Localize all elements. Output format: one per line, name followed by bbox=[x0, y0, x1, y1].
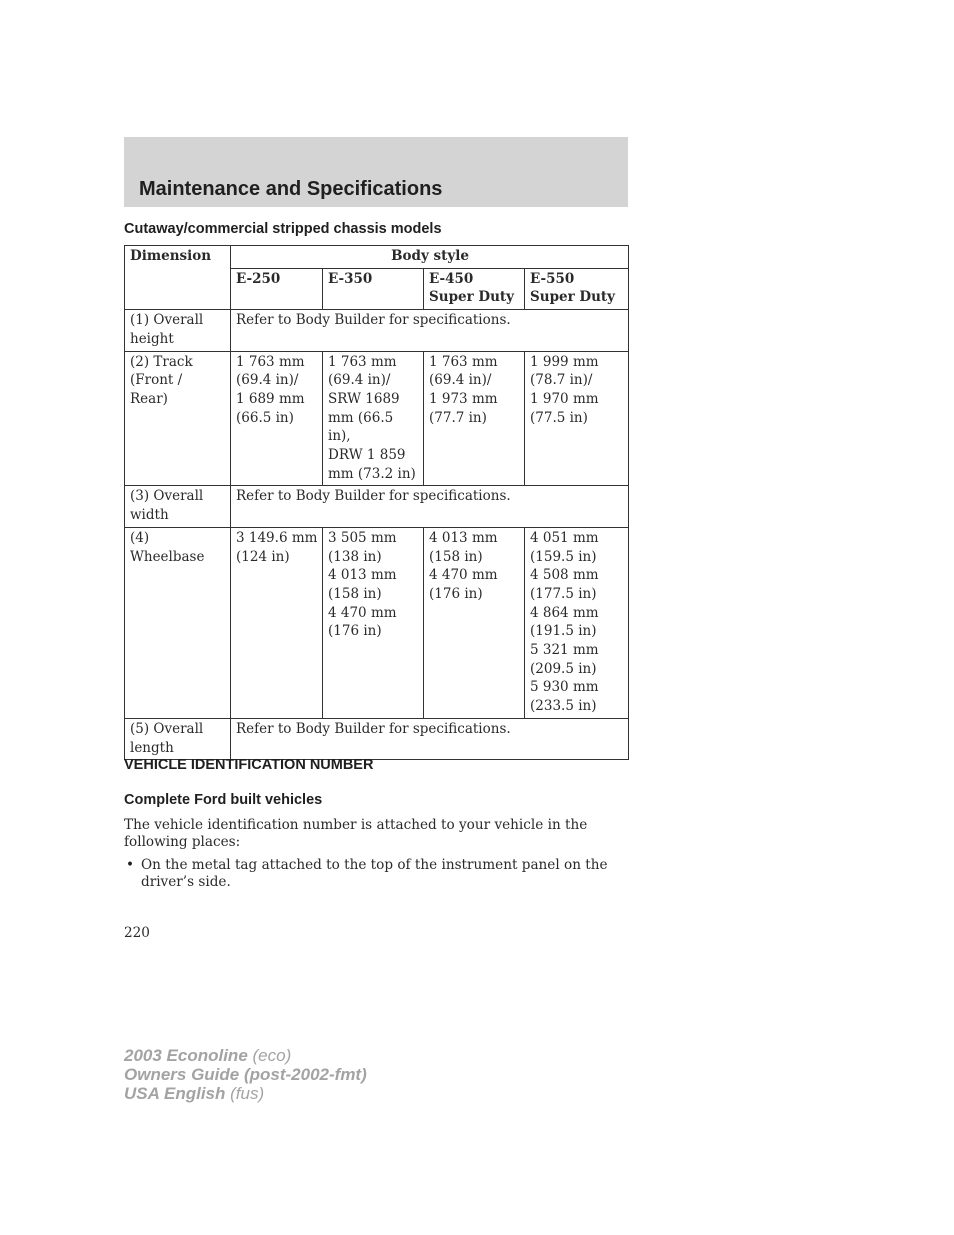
dimension-cell: (2) Track (Front / Rear) bbox=[125, 351, 231, 486]
spec-cell: 4 051 mm (159.5 in) 4 508 mm (177.5 in) 4 864 mm (191.5 in) 5 321 mm (209.5 in) 5 930 mm (233.5 in) bbox=[525, 527, 629, 718]
dimension-cell: (5) Overall length bbox=[125, 718, 231, 759]
model-header-e350: E-350 bbox=[323, 268, 424, 309]
table-header-row bbox=[125, 246, 629, 269]
table-section-title: Cutaway/commercial stripped chassis models bbox=[124, 221, 442, 237]
spec-note-cell: Refer to Body Builder for specifications. bbox=[231, 486, 629, 527]
spec-cell: 1 763 mm (69.4 in)/ SRW 1689 mm (66.5 in), DRW 1 859 mm (73.2 in) bbox=[323, 351, 424, 486]
body-style-header: Body style bbox=[231, 246, 629, 269]
spec-cell: 3 505 mm (138 in) 4 013 mm (158 in) 4 470 mm (176 in) bbox=[323, 527, 424, 718]
page-number: 220 bbox=[124, 925, 150, 941]
model-header-e250: E-250 bbox=[231, 268, 323, 309]
spec-cell: 3 149.6 mm (124 in) bbox=[231, 527, 323, 718]
spec-cell: 4 013 mm (158 in) 4 470 mm (176 in) bbox=[424, 527, 525, 718]
spec-cell: 1 763 mm (69.4 in)/ 1 689 mm (66.5 in) bbox=[231, 351, 323, 486]
table-row bbox=[125, 310, 629, 351]
spec-note-cell: Refer to Body Builder for specifications. bbox=[231, 310, 629, 351]
model-header-e550: E-550 Super Duty bbox=[525, 268, 629, 309]
vin-paragraph: The vehicle identification number is attached to your vehicle in the following places: bbox=[124, 817, 588, 850]
dimension-cell: (1) Overall height bbox=[125, 310, 231, 351]
spec-cell: 1 999 mm (78.7 in)/ 1 970 mm (77.5 in) bbox=[525, 351, 629, 486]
dimension-header: Dimension bbox=[125, 246, 231, 310]
table-row bbox=[125, 486, 629, 527]
page-title: Maintenance and Specifications bbox=[139, 178, 443, 200]
vin-section-title: VEHICLE IDENTIFICATION NUMBER bbox=[124, 757, 374, 773]
dimension-cell: (4) Wheelbase bbox=[125, 527, 231, 718]
chassis-specs-table bbox=[124, 245, 629, 760]
footer-line-2: Owners Guide (post-2002-fmt) bbox=[124, 1065, 367, 1084]
section-header-band bbox=[124, 137, 628, 207]
table-row bbox=[125, 351, 629, 486]
document-footer bbox=[124, 1046, 367, 1103]
footer-line-3: USA English (fus) bbox=[124, 1084, 265, 1103]
vin-subsection-title: Complete Ford built vehicles bbox=[124, 792, 323, 808]
bullet-icon: • bbox=[126, 857, 135, 873]
model-header-e450: E-450 Super Duty bbox=[424, 268, 525, 309]
spec-note-cell: Refer to Body Builder for specifications. bbox=[231, 718, 629, 759]
table-row bbox=[125, 527, 629, 718]
dimension-cell: (3) Overall width bbox=[125, 486, 231, 527]
spec-cell: 1 763 mm (69.4 in)/ 1 973 mm (77.7 in) bbox=[424, 351, 525, 486]
bullet-text: On the metal tag attached to the top of the instrument panel on the driver’s side. bbox=[141, 857, 608, 890]
table-row bbox=[125, 718, 629, 759]
footer-line-1: 2003 Econoline (eco) bbox=[124, 1046, 292, 1065]
